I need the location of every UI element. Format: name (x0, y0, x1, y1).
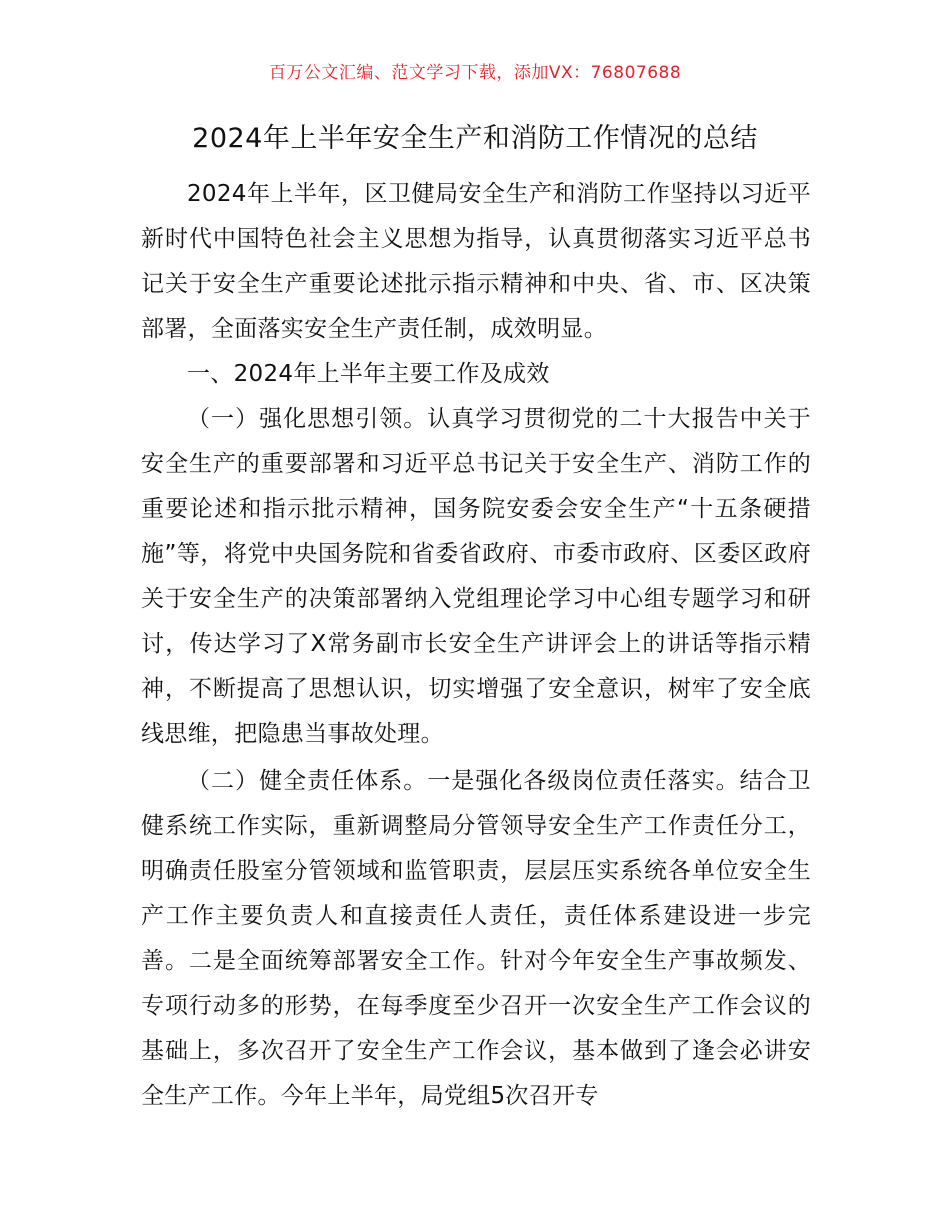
header-watermark-note: 百万公文汇编、范文学习下载，添加VX：76807688 (268, 63, 682, 83)
section-heading-1: 一、2024年上半年主要工作及成效 (187, 361, 550, 387)
document-body (141, 172, 811, 1119)
document-title: 2024年上半年安全生产和消防工作情况的总结 (192, 123, 758, 154)
paragraph-intro: 2024年上半年，区卫健局安全生产和消防工作坚持以习近平新时代中国特色社会主义思想为指导，认真贯彻落实习近平总书记关于安全生产重要论述批示指示精神和中央、省、市、区决策部署，全面落实安全生产责任制，成效明显。 (141, 181, 811, 342)
paragraph-section-1-2: （二）健全责任体系。一是强化各级岗位责任落实。结合卫健系统工作实际，重新调整局分管领导安全生产工作责任分工，明确责任股室分管领域和监管职责，层层压实系统各单位安全生产工作主要负责人和直接责任人责任，责任体系建设进一步完善。二是全面统筹部署安全工作。针对今年安全生产事故频发、专项行动多的形势，在每季度至少召开一次安全生产工作会议的基础上，多次召开了安全生产工作会议，基本做到了逢会必讲安全生产工作。今年上半年，局党组5次召开专 (141, 768, 811, 1109)
paragraph-section-1-1: （一）强化思想引领。认真学习贯彻党的二十大报告中关于安全生产的重要部署和习近平总书记关于安全生产、消防工作的重要论述和指示批示精神，国务院安委会安全生产“十五条硬措施”等，将党中央国务院和省委省政府、市委市政府、区委区政府关于安全生产的决策部署纳入党组理论学习中心组专题学习和研讨，传达学习了X常务副市长安全生产讲评会上的讲话等指示精神，不断提高了思想认识，切实增强了安全意识，树牢了安全底线思维，把隐患当事故处理。 (141, 406, 811, 747)
